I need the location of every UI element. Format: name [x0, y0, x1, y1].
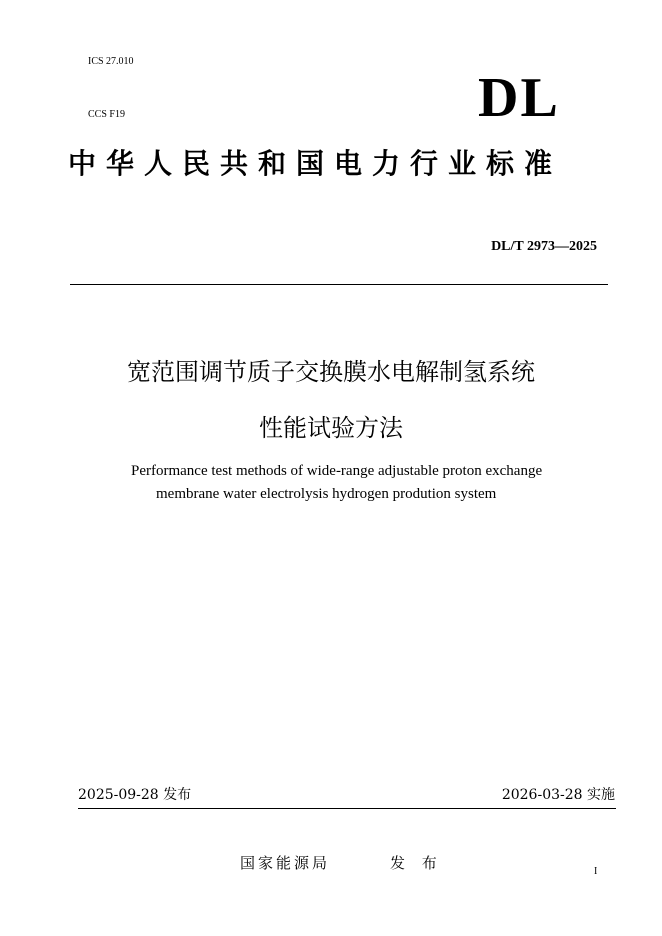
issue-verb: 发 布: [390, 854, 443, 872]
ccs-code: CCS F19: [88, 109, 125, 120]
english-title-line-1: Performance test methods of wide-range adjustable proton exchange: [131, 463, 543, 479]
top-divider: [70, 284, 608, 285]
english-title-line-2: membrane water electrolysis hydrogen prodution system: [156, 486, 497, 502]
page-number: I: [594, 866, 598, 877]
bottom-divider: [78, 808, 616, 809]
standard-body-title: 中华人民共和国电力行业标准: [68, 147, 563, 180]
dl-logo: DL: [478, 67, 560, 129]
issue-date: 2025-09-28 发布: [78, 787, 192, 803]
chinese-title-line-1: 宽范围调节质子交换膜水电解制氢系统: [127, 358, 535, 386]
issuing-authority: 国家能源局: [240, 854, 331, 872]
ics-code: ICS 27.010: [88, 56, 134, 67]
chinese-title-line-2: 性能试验方法: [259, 414, 403, 442]
implementation-date: 2026-03-28 实施: [501, 787, 615, 803]
standard-number: DL/T 2973—2025: [491, 239, 597, 254]
